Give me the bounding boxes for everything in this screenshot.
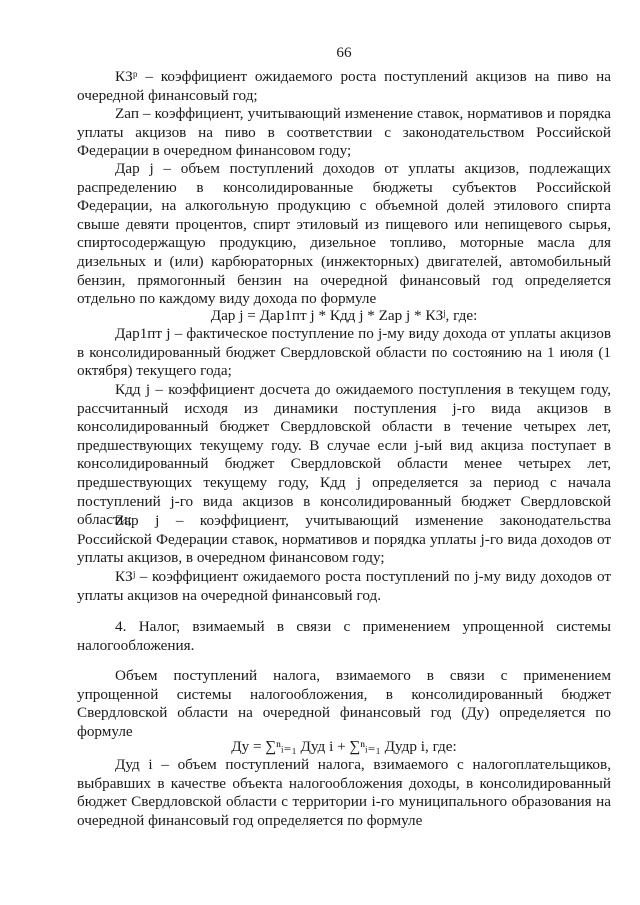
- para-kz-pivo: КЗᵖ – коэффициент ожидаемого роста поступлений акцизов на пиво на очередной финансовый год;: [77, 68, 611, 104]
- para-zap: Zап – коэффициент, учитывающий изменение ставок, нормативов и порядка уплаты акцизов на пиво в соответствии с законодательством Российской Федерации в очередном финансовом году;: [77, 105, 611, 160]
- para-dar1pt: Дар1пт j – фактическое поступление по j-му виду дохода от уплаты акцизов в консолидированный бюджет Свердловской области по состоянию на 1 июля (1 октября) текущего года;: [77, 325, 611, 380]
- page-number: 66: [336, 44, 352, 61]
- para-kz-j: КЗʲ – коэффициент ожидаемого роста поступлений по j-му виду доходов от уплаты акцизов на очередной финансовый год.: [77, 568, 611, 604]
- para-dar-j: Дар j – объем поступлений доходов от уплаты акцизов, подлежащих распределению в консолидированные бюджеты субъектов Российской Федерации, на алкогольную продукцию с объемной долей этилового спирта свыше девяти процентов, спирт этиловый из пищевого или непищевого сырья, спиртосодержащую продукцию, дизельное топливо, моторные масла для дизельных и (или) карбюраторных (инжекторных) двигателей, автомобильный бензин, прямогонный бензин на очередной финансовый год определяется отдельно по каждому виду дохода по формуле: [77, 160, 611, 308]
- para-zar: Zар j – коэффициент, учитывающий изменение законодательства Российской Федерации ставок, нормативов и порядка уплаты j-го вида доходов от уплаты акцизов, в очередном финансовом году;: [77, 512, 611, 567]
- document-page: [77, 0, 611, 905]
- heading-section-4: 4. Налог, взимаемый в связи с применением упрощенной системы налогообложения.: [77, 618, 611, 654]
- para-dud-i: Дуд i – объем поступлений налога, взимаемого с налогоплательщиков, выбравших в качестве объекта налогообложения доходы, в консолидированный бюджет Свердловской области с территории i-го муниципального образования на очередной финансовый год определяется по формуле: [77, 756, 611, 829]
- formula-dar-j: Дар j = Дар1пт j * Кдд j * Zар j * КЗʲ, где:: [210, 307, 478, 324]
- para-du-intro: Объем поступлений налога, взимаемого в связи с применением упрощенной системы налогообложения, в консолидированный бюджет Свердловской области на очередной финансовый год (Ду) определяется по формуле: [77, 667, 611, 740]
- para-kdd: Кдд j – коэффициент досчета до ожидаемого поступления в текущем году, рассчитанный исходя из динамики поступления j-го вида акцизов в консолидированный бюджет Свердловской области в течение четырех лет, предшествующих текущему году. В случае если j-ый вид акциза поступает в консолидированный бюджет Свердловской области менее четырех лет, предшествующих текущему году, Кдд j определяется за период с начала поступлений j-го вида акцизов в консолидированный бюджет Свердловской области;: [77, 381, 611, 529]
- formula-du: Ду = ∑ⁿᵢ₌₁ Дуд i + ∑ⁿᵢ₌₁ Дудр i, где:: [231, 738, 457, 755]
